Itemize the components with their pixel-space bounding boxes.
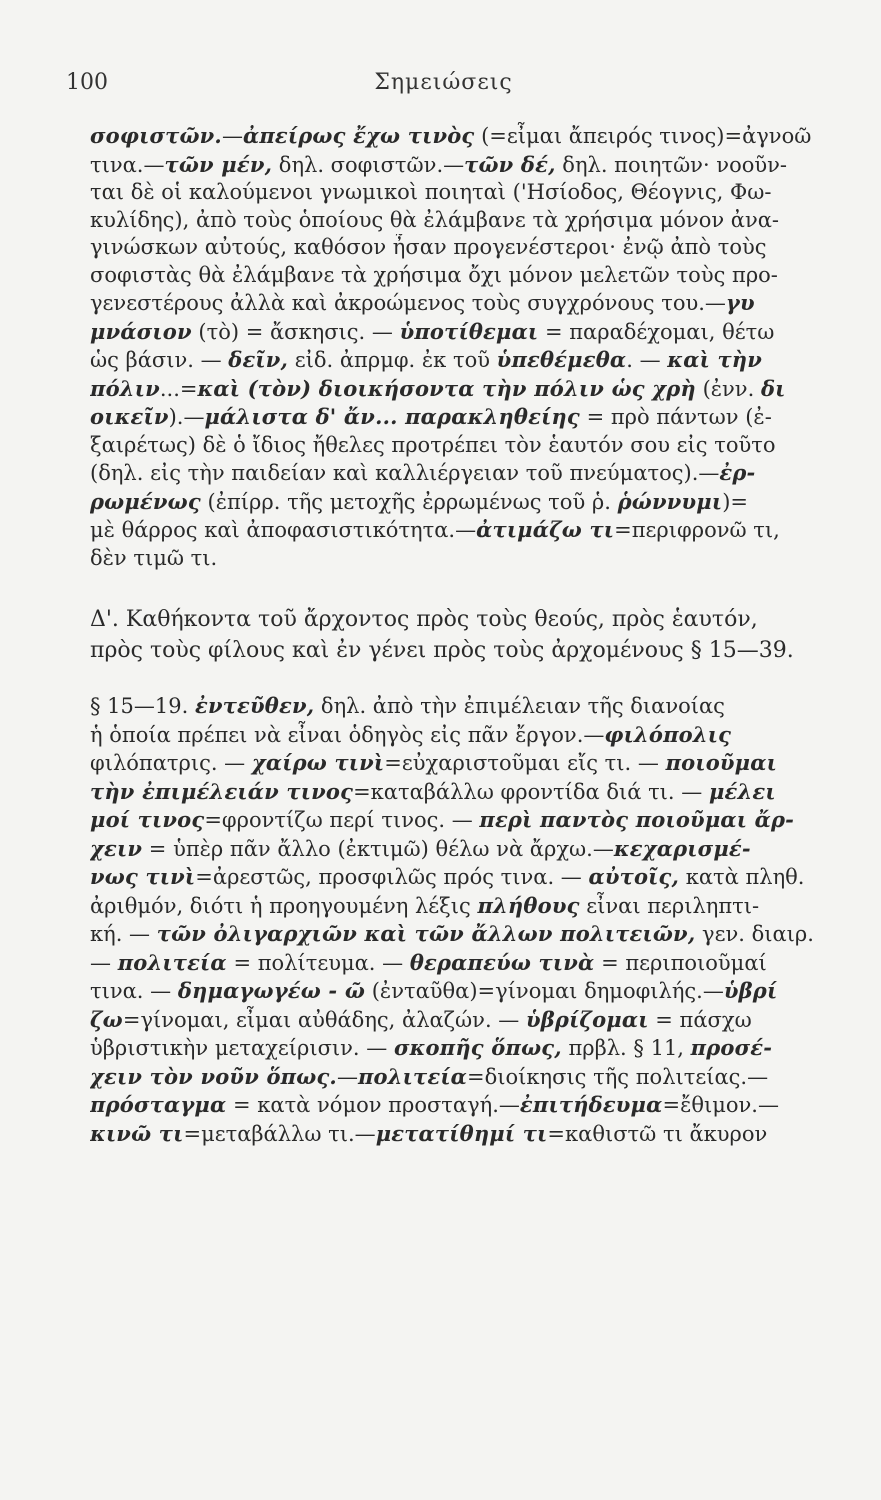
text-line <box>90 604 820 635</box>
gloss-text: =καταβάλλω φροντίδα διά τι. — <box>353 779 709 804</box>
lemma-term: δεῖν, <box>228 347 289 372</box>
lemma-term: μάλιστα δ' ἄν... παρακληθείης <box>204 404 580 429</box>
gloss-text: =εὐχαριστοῦμαι εἴς τι. — <box>384 751 666 775</box>
text-line <box>90 835 820 864</box>
text-line <box>90 635 820 666</box>
gloss-text: γινώσκων αὐτούς, καθόσον ἦσαν προγενέστεροι· ἐνῷ ἀπὸ τοὺς <box>90 235 767 259</box>
gloss-text: (=εἶμαι ἄπειρός τινος)=ἀγνοῶ <box>474 124 812 148</box>
gloss-text: δηλ. ποιητῶν· νοοῦν- <box>555 152 787 177</box>
lemma-term: δημαγωγέω - ῶ <box>177 978 366 1003</box>
gloss-text: μὲ θάρρος καὶ ἀποφασιστικότητα.— <box>90 518 477 542</box>
text-line <box>90 207 820 235</box>
lemma-term: ζω <box>90 1006 123 1032</box>
gloss-text: ὡς βάσιν. — <box>90 348 229 372</box>
text-line <box>90 318 820 347</box>
gloss-text: = κατὰ νόμον προσταγή.— <box>226 1093 520 1117</box>
glossary-paragraph-2 <box>90 692 820 1148</box>
lemma-term: πολιτεία <box>117 949 227 975</box>
text-line <box>90 289 820 318</box>
lemma-term: μετατίθημί τι <box>375 1120 548 1146</box>
lemma-term: ρωμένως <box>90 488 201 514</box>
text-line <box>90 692 820 721</box>
text-line <box>90 151 820 180</box>
gloss-text: φιλόπατρις. — <box>90 751 252 775</box>
text-line <box>90 262 820 290</box>
lemma-term: χειν τὸν νοῦν ὅπως. <box>90 1063 337 1089</box>
lemma-term: τῶν μέν, <box>164 151 273 177</box>
text-line <box>90 863 820 892</box>
lemma-term: ὑβρίζομαι <box>525 1006 649 1032</box>
gloss-text: ἀριθμόν, διότι ἡ προηγουμένη λέξις <box>90 893 478 918</box>
body-text <box>90 122 820 1148</box>
page-number: 100 <box>66 70 108 95</box>
gloss-text: = πάσχω <box>648 1007 752 1032</box>
section-heading <box>90 604 820 666</box>
text-line <box>90 122 820 151</box>
lemma-term: πόλιν <box>90 375 160 401</box>
gloss-text: — <box>336 1064 358 1089</box>
gloss-text: § 15—19. <box>90 694 195 718</box>
lemma-term: τῶν ὀλιγαρχιῶν καὶ τῶν ἄλλων πολιτειῶν, <box>156 921 696 946</box>
text-line <box>90 1006 820 1035</box>
lemma-term: ῥώννυμι <box>617 488 723 514</box>
lemma-term: τὴν ἐπιμέλειάν τινος <box>90 778 354 804</box>
lemma-term: σκοπῆς ὅπως, <box>393 1035 562 1060</box>
text-line <box>90 488 820 517</box>
gloss-text: δηλ. ἀπὸ τὴν ἐπιμέλειαν τῆς διανοίας <box>314 694 725 718</box>
lemma-term: θεραπεύω τινὰ <box>409 949 595 975</box>
gloss-text: =καθιστῶ τι ἄκυρον <box>547 1121 768 1146</box>
gloss-text: πρβλ. § 11, <box>561 1036 691 1060</box>
lemma-term: ποιοῦμαι <box>665 750 777 775</box>
gloss-text: — <box>90 950 118 975</box>
gloss-text: =μεταβάλλω τι.— <box>183 1121 376 1146</box>
text-line <box>90 545 820 573</box>
gloss-text: (δηλ. εἰς τὴν παιδείαν καὶ καλλιέργειαν τοῦ πνεύματος).— <box>90 461 720 485</box>
gloss-text: ξαιρέτως) δὲ ὁ ἴδιος ἤθελες προτρέπει τὸν ἑαυτόν σου εἰς τοῦτο <box>90 432 776 457</box>
gloss-text: . — <box>626 348 668 372</box>
gloss-text: δὲν τιμῶ τι. <box>90 545 218 570</box>
gloss-text: =γίνομαι, εἶμαι αὐθάδης, ἀλαζών. — <box>122 1007 526 1032</box>
text-line <box>90 977 820 1006</box>
gloss-text: = πολίτευμα. — <box>226 950 410 975</box>
text-line <box>90 432 820 460</box>
text-line <box>90 403 820 432</box>
gloss-text: =ἔθιμον.— <box>662 1093 779 1117</box>
text-line <box>90 459 820 488</box>
gloss-text: σοφιστὰς θὰ ἐλάμβανε τὰ χρήσιμα ὄχι μόνον μελετῶν τοὺς προ- <box>90 262 778 287</box>
lemma-term: ὑβρί <box>723 978 778 1003</box>
gloss-text: εἶναι περιληπτι- <box>579 893 760 918</box>
gloss-text: =φροντίζω περί τινος. — <box>204 808 480 832</box>
lemma-term: πρόσταγμα <box>90 1092 227 1117</box>
lemma-term: πλήθους <box>477 892 580 918</box>
gloss-text: = ὑπὲρ πᾶν ἄλλο (ἐκτιμῶ) θέλω νὰ ἄρχω.— <box>142 836 614 861</box>
gloss-text: ται δὲ οἱ καλούμενοι γνωμικοὶ ποιηταὶ ('Ησίοδος, Θέογνις, Φω- <box>90 180 772 204</box>
gloss-text: (ἐνταῦθα)=γίνομαι δημοφιλής.— <box>365 979 724 1003</box>
gloss-text: ).— <box>168 405 205 429</box>
gloss-text: εἰδ. ἀπρμφ. ἐκ τοῦ <box>288 348 497 372</box>
gloss-text: κυλίδης), ἀπὸ τοὺς ὁποίους θὰ ἐλάμβανε τὰ χρήσιμα μόνον ἀνα- <box>90 207 780 232</box>
gloss-text: (τὸ) = ἄσκησις. — <box>191 319 400 344</box>
lemma-term: καὶ τὴν <box>667 347 763 372</box>
lemma-term: δι <box>760 375 786 401</box>
gloss-text: — <box>221 124 243 148</box>
glossary-paragraph-1 <box>90 122 820 572</box>
lemma-term: κινῶ τι <box>90 1120 184 1146</box>
text-line <box>90 1063 820 1092</box>
lemma-term: μνάσιον <box>90 318 192 344</box>
gloss-text: ὑβριστικὴν μεταχείρισιν. — <box>90 1036 394 1060</box>
lemma-term: ἐντεῦθεν, <box>194 693 315 718</box>
text-line <box>90 949 820 978</box>
gloss-text: = πρὸ πάντων (ἐ- <box>579 405 772 429</box>
gloss-text: γενεστέρους ἀλλὰ καὶ ἀκροώμενος τοὺς συγχρόνους του.— <box>90 291 726 315</box>
text-line <box>90 179 820 207</box>
gloss-text: τινα. — <box>90 979 178 1003</box>
lemma-term: ὑποτίθεμαι <box>399 318 539 344</box>
page-header <box>66 70 821 106</box>
gloss-text: )= <box>722 489 748 514</box>
gloss-text: =περιφρονῶ τι, <box>614 518 780 542</box>
text-line <box>90 778 820 807</box>
lemma-term: πολιτεία <box>357 1063 468 1089</box>
text-line <box>90 721 820 750</box>
lemma-term: μοί τινος <box>90 807 205 832</box>
lemma-term: σοφιστῶν. <box>90 123 222 148</box>
text-line <box>90 920 820 949</box>
gloss-text: τινα.— <box>90 152 165 177</box>
text-line <box>90 1120 820 1149</box>
text-line <box>90 806 820 835</box>
lemma-term: ὑπεθέμεθα <box>496 347 627 372</box>
lemma-term: αὐτοῖς, <box>588 864 680 889</box>
text-line <box>90 234 820 262</box>
lemma-term: περὶ παντὸς ποιοῦμαι ἄρ- <box>479 807 795 832</box>
text-line <box>90 749 820 778</box>
lemma-term: μέλει <box>708 778 776 804</box>
gloss-text: = παραδέχομαι, θέτω <box>538 319 775 344</box>
text-line <box>90 1034 820 1063</box>
lemma-term: ἀπείρως ἔχω τινὸς <box>242 123 475 148</box>
lemma-term: φιλόπολις <box>604 721 732 747</box>
lemma-term: χειν <box>90 835 143 861</box>
gloss-text: =διοίκησις τῆς πολιτείας.— <box>467 1064 769 1089</box>
gloss-text: Δ'. Καθήκοντα τοῦ ἄρχοντος πρὸς τοὺς θεούς, πρὸς ἑαυτόν, <box>90 607 758 632</box>
lemma-term: τῶν δέ, <box>464 151 556 177</box>
lemma-term: ἐρ- <box>719 460 756 485</box>
running-title: Σημειώσεις <box>374 70 513 95</box>
lemma-term: ἐπιτήδευμα <box>519 1092 663 1117</box>
gloss-text: πρὸς τοὺς φίλους καὶ ἐν γένει πρὸς τοὺς ἀρχομένους § 15—39. <box>90 638 794 663</box>
gloss-text: ...= <box>159 376 198 401</box>
lemma-term: καὶ (τὸν) διοικήσοντα τὴν πόλιν ὡς χρὴ <box>197 375 696 401</box>
lemma-term: ἀτιμάζω τι <box>476 517 615 542</box>
text-line <box>90 346 820 375</box>
lemma-term: γυ <box>725 290 755 315</box>
gloss-text: δηλ. σοφιστῶν.— <box>272 152 465 177</box>
gloss-text: (ἐνν. <box>695 376 761 401</box>
text-line <box>90 516 820 545</box>
lemma-term: χαίρω τινὶ <box>251 750 385 775</box>
gloss-text: =ἀρεστῶς, προσφιλῶς πρός τινα. — <box>195 865 589 889</box>
text-line <box>90 375 820 404</box>
gloss-text: = περιποιοῦμαί <box>594 950 767 975</box>
lemma-term: κεχαρισμέ- <box>613 835 751 861</box>
lemma-term: προσέ- <box>690 1035 773 1060</box>
text-line <box>90 1091 820 1120</box>
lemma-term: νως τινὶ <box>90 864 196 889</box>
gloss-text: (ἐπίρρ. τῆς μετοχῆς ἐρρωμένως τοῦ ῥ. <box>200 489 618 514</box>
lemma-term: οικεῖν <box>90 404 169 429</box>
gloss-text: γεν. διαιρ. <box>695 922 814 946</box>
gloss-text: κατὰ πληθ. <box>679 865 805 889</box>
gloss-text: κή. — <box>90 922 157 946</box>
gloss-text: ἡ ὁποία πρέπει νὰ εἶναι ὁδηγὸς εἰς πᾶν ἔργον.— <box>90 722 605 747</box>
text-line <box>90 892 820 921</box>
